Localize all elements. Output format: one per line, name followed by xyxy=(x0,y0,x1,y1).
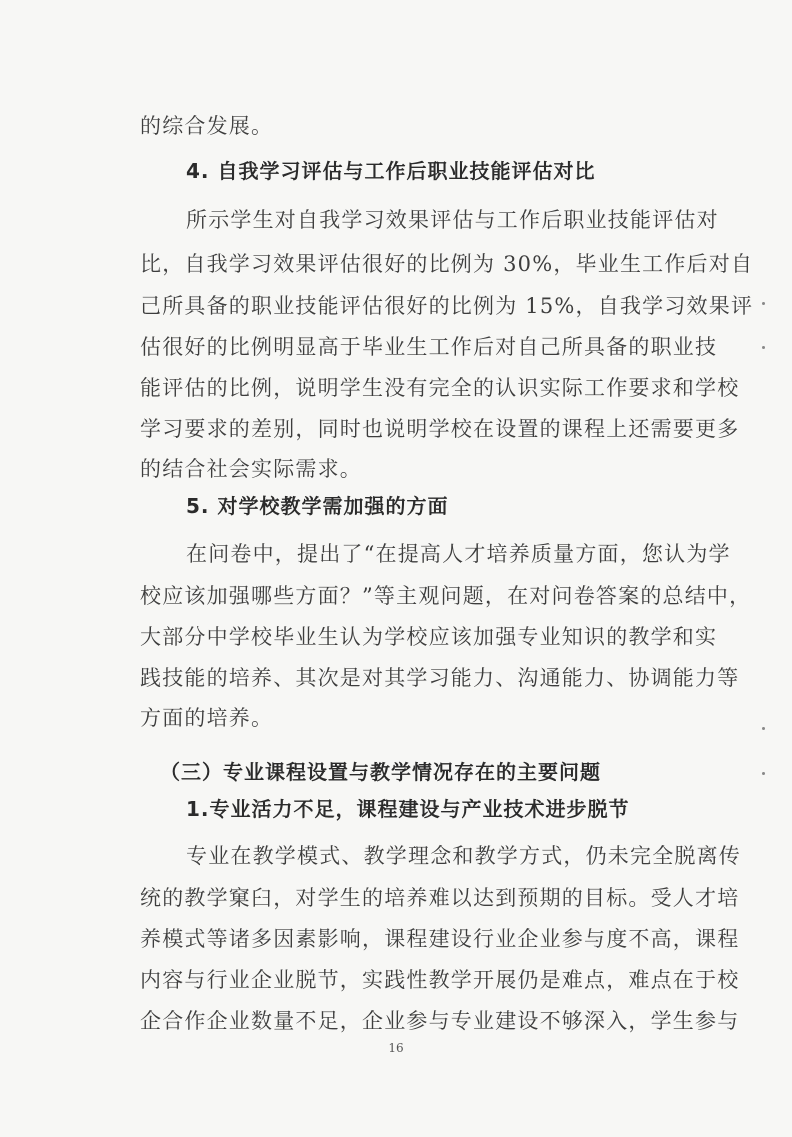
paragraph-line: 内容与行业企业脱节，实践性教学开展仍是难点，难点在于校 xyxy=(140,968,740,992)
paragraph-line: 估很好的比例明显高于毕业生工作后对自己所具备的职业技 xyxy=(140,335,718,359)
paragraph-line: 方面的培养。 xyxy=(140,706,274,730)
scan-mark xyxy=(762,727,765,730)
section-heading: 4. 自我学习评估与工作后职业技能评估对比 xyxy=(186,159,596,183)
paragraph-line: 能评估的比例，说明学生没有完全的认识实际工作要求和学校 xyxy=(140,376,740,400)
paragraph-line: 养模式等诸多因素影响，课程建设行业企业参与度不高，课程 xyxy=(140,927,740,951)
paragraph-line: 的结合社会实际需求。 xyxy=(140,457,362,481)
scan-mark xyxy=(762,346,765,349)
paragraph-line: 企合作企业数量不足，企业参与专业建设不够深入，学生参与 xyxy=(140,1009,740,1033)
paragraph-line: 统的教学窠臼，对学生的培养难以达到预期的目标。受人才培 xyxy=(140,886,740,910)
scan-mark xyxy=(762,302,765,305)
paragraph-line: 所示学生对自我学习效果评估与工作后职业技能评估对 xyxy=(186,208,719,232)
section-heading: 5. 对学校教学需加强的方面 xyxy=(186,494,449,518)
paragraph-line: 大部分中学校毕业生认为学校应该加强专业知识的教学和实 xyxy=(140,625,718,649)
subsection-heading: （三）专业课程设置与教学情况存在的主要问题 xyxy=(160,760,601,784)
paragraph-line: 专业在教学模式、教学理念和教学方式，仍未完全脱离传 xyxy=(186,844,741,868)
paragraph-line: 的综合发展。 xyxy=(140,114,274,138)
paragraph-line: 践技能的培养、其次是对其学习能力、沟通能力、协调能力等 xyxy=(140,666,740,690)
paragraph-line: 学习要求的差别，同时也说明学校在设置的课程上还需要更多 xyxy=(140,417,740,441)
paragraph-line: 比，自我学习效果评估很好的比例为 30%，毕业生工作后对自 xyxy=(140,252,754,276)
paragraph-line: 在问卷中，提出了“在提高人才培养质量方面，您认为学 xyxy=(186,542,731,566)
subsection-subheading: 1.专业活力不足，课程建设与产业技术进步脱节 xyxy=(186,797,630,821)
paragraph-line: 己所具备的职业技能评估很好的比例为 15%，自我学习效果评 xyxy=(140,294,754,318)
scan-mark xyxy=(762,772,765,775)
paragraph-line: 校应该加强哪些方面？”等主观问题，在对问卷答案的总结中， xyxy=(140,584,752,608)
page-number: 16 xyxy=(388,1041,404,1055)
